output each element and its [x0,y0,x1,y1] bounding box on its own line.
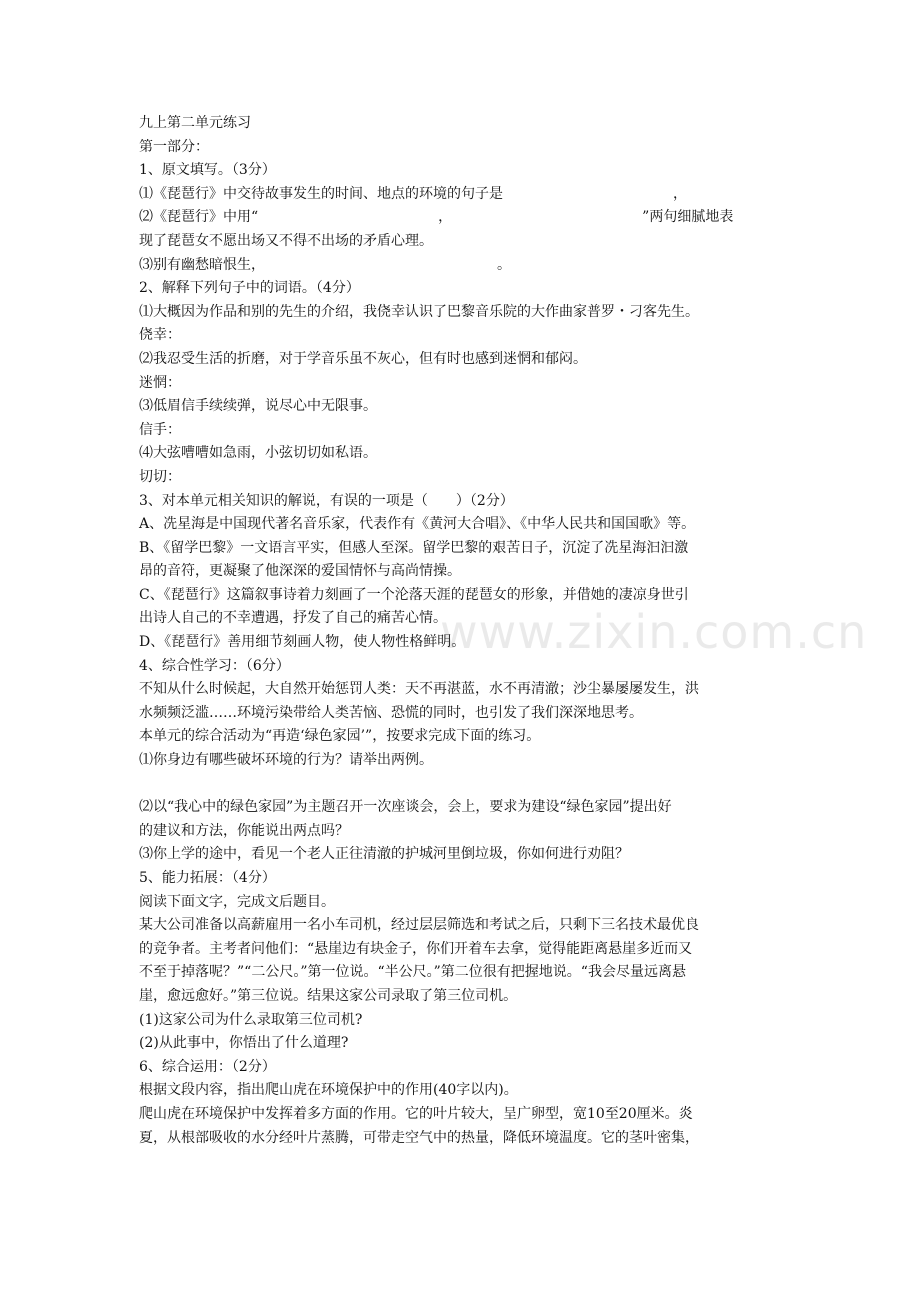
question-5-intro: 阅读下面文字，完成文后题目。 [139,893,335,910]
question-4-heading: 4、综合性学习：（6分） [139,657,290,674]
watermark: www.zixin.com.cn [440,605,868,659]
document-body [139,112,784,1150]
question-2-heading: 2、解释下列句子中的词语。（4分） [139,280,360,297]
question-6-intro: 根据文段内容，指出爬山虎在环境保护中的作用(40字以内)。 [139,1082,518,1099]
question-2-word-4: 切切： [139,468,181,485]
question-1-item-2-tail: ”两句细腻地表 [642,209,734,226]
question-1-item-2 [139,206,784,230]
question-3-option-c: C、《琵琶行》这篇叙事诗着力刻画了一个沦落天涯的琵琶女的形象，并借她的凄凉身世引 [139,586,689,603]
question-3-option-a: A、冼星海是中国现代著名音乐家，代表作有《黄河大合唱》、《中华人民共和国国歌》等。 [139,516,696,533]
question-4-item-3: ⑶你上学的途中，看见一个老人正往清澈的护城河里倒垃圾，你如何进行劝阻？ [139,846,629,863]
question-3-heading: 3、对本单元相关知识的解说，有误的一项是（ ）（2分） [139,492,514,509]
question-2-sentence-4: ⑷大弦嘈嘈如急雨，小弦切切如私语。 [139,445,377,462]
question-5-passage: 某大公司准备以高薪雇用一名小车司机，经过层层筛选和考试之后，只剩下三名技术最优良 [139,917,699,934]
question-1-item-3-text: ⑶别有幽愁暗恨生， [139,256,265,273]
question-2-word-3: 信手： [139,421,181,438]
question-5-passage: 崖，愈远愈好。”第三位说。结果这家公司录取了第三位司机。 [139,987,518,1004]
question-1-heading: 1、原文填写。（3分） [139,162,276,179]
question-4-paragraph-cont: 水频频泛滥……环境污染带给人类苦恼、恐慌的同时，也引发了我们深深地思考。 [139,704,643,721]
punctuation: ， [673,185,687,202]
question-2-sentence-2: ⑵我忍受生活的折磨，对于学音乐虽不灰心，但有时也感到迷惘和郁闷。 [139,350,587,367]
punctuation: ， [438,209,453,226]
answer-space [139,773,784,797]
question-5-passage: 的竞争者。主考者问他们：“悬崖边有块金子，你们开着车去拿，觉得能距离悬崖多近而又 [139,940,693,957]
question-3-option-d: D、《琵琶行》善用细节刻画人物，使人物性格鲜明。 [139,634,466,651]
question-4-item-1: ⑴你身边有哪些破坏环境的行为？请举出两例。 [139,752,433,769]
question-5-item-2: (2)从此事中，你悟出了什么道理? [139,1035,349,1052]
question-5-heading: 5、能力拓展：（4分） [139,870,276,886]
question-1-item-1 [139,183,784,207]
question-2-word-1: 侥幸： [139,327,181,344]
question-3-option-b: B、《留学巴黎》一文语言平实，但感人至深。留学巴黎的艰苦日子，沉淀了冼星海汩汩激 [139,539,689,556]
question-2-sentence-3: ⑶低眉信手续续弹，说尽心中无限事。 [139,398,377,415]
question-2-word-2: 迷惘： [139,374,181,391]
question-2-sentence-1: ⑴大概因为作品和别的先生的介绍，我侥幸认识了巴黎音乐院的大作曲家普罗・刁客先生。 [139,303,699,320]
question-5-passage: 不至于掉落呢？”“二公尺。”第一位说。“半公尺。”第二位很有把握地说。“我会尽量远离悬 [139,964,686,981]
question-3-option-b-cont: 昂的音符，更凝聚了他深深的爱国情怀与高尚情操。 [139,563,461,580]
question-3-option-c-cont: 出诗人自己的不幸遭遇，抒发了自己的痛苦心情。 [139,610,447,627]
question-6-passage: 爬山虎在环境保护中发挥着多方面的作用。它的叶片较大，呈广卵型，宽10至20厘米。炎 [139,1105,693,1122]
question-4-paragraph: 不知从什么时候起，大自然开始惩罚人类：天不再湛蓝，水不再清澈；沙尘暴屡屡发生，洪 [139,681,699,698]
part-heading: 第一部分： [139,138,209,155]
question-1-item-3 [139,254,784,278]
document-title: 九上第二单元练习 [139,115,251,131]
question-4-item-2: ⑵以“我心中的绿色家园”为主题召开一次座谈会，会上，要求为建设“绿色家园”提出好 [139,799,672,816]
question-1-item-2-text: ⑵《琵琶行》中用“ [139,209,259,226]
question-5-item-1: (1)这家公司为什么录取第三位司机? [139,1011,363,1028]
punctuation: 。 [497,256,511,273]
question-1-item-1-text: ⑴《琵琶行》中交待故事发生的时间、地点的环境的句子是 [139,185,503,202]
question-6-heading: 6、综合运用：（2分） [139,1058,276,1075]
question-1-item-2-cont: 现了琵琶女不愿出场又不得不出场的矛盾心理。 [139,232,433,249]
question-4-item-2-cont: 的建议和方法，你能说出两点吗？ [139,822,349,839]
question-6-passage: 夏，从根部吸收的水分经叶片蒸腾，可带走空气中的热量，降低环境温度。它的茎叶密集， [139,1129,699,1146]
question-4-instruction: 本单元的综合活动为“再造‘绿色家园’”，按要求完成下面的练习。 [139,728,541,745]
